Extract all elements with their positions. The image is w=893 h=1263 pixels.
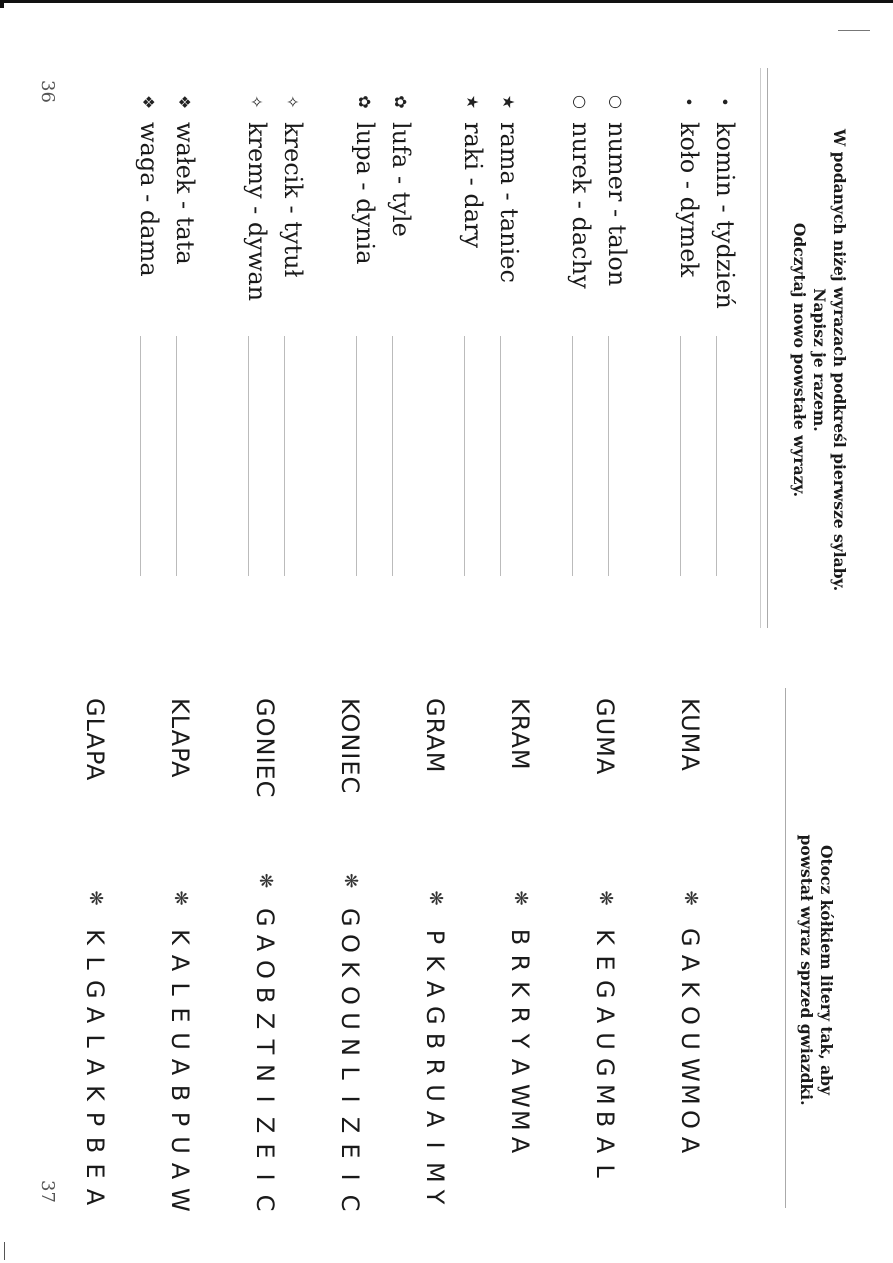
snowflake-star-icon: ❋ [340, 873, 361, 889]
letter[interactable]: A [676, 954, 705, 972]
divider-left-top [767, 68, 768, 628]
snowflake-star-icon: ❋ [85, 890, 106, 906]
letter-sequence [507, 928, 535, 1154]
instruction-line: Otocz kółkiem litery tak, aby [817, 845, 836, 1095]
word-pair: lupa - dynia [351, 122, 379, 265]
letter[interactable]: A [421, 1110, 450, 1128]
letter[interactable]: G [336, 908, 365, 927]
letter[interactable]: K [166, 929, 195, 945]
letter[interactable]: E [81, 1163, 110, 1179]
letter[interactable]: U [166, 1032, 195, 1050]
word-pair-row [383, 90, 419, 670]
bullet-diamond-icon: ❖ [139, 94, 159, 110]
letter-sequence [422, 928, 450, 1206]
letter[interactable]: I [251, 1095, 280, 1103]
letter[interactable]: A [421, 980, 450, 998]
answer-line[interactable] [249, 336, 250, 576]
letter[interactable]: G [81, 980, 110, 999]
answer-line[interactable] [141, 336, 142, 576]
letter-row [138, 692, 223, 1212]
letter[interactable]: K [676, 981, 705, 997]
word-pair: nurek - dachy [567, 122, 595, 289]
instruction-line: Odczytaj nowo powstałe wyrazy. [790, 222, 809, 498]
answer-line[interactable] [285, 336, 286, 576]
page-number-right: 37 [37, 1180, 58, 1203]
word-pairs-list [131, 90, 743, 670]
instruction-line: W podanych niżej wyrazach podkreśl pierwsze sylaby. [830, 128, 849, 592]
letter[interactable]: E [336, 1143, 365, 1159]
letter-row [393, 692, 478, 1212]
letter[interactable]: A [676, 1136, 705, 1154]
letter[interactable]: K [421, 955, 450, 971]
word-pair: lufa - tyle [387, 122, 415, 237]
bullet-sparkle-icon: ✧ [283, 95, 303, 109]
letter[interactable]: G [591, 1058, 620, 1077]
bullet-sparkle-icon: ✧ [247, 95, 267, 109]
word-pair-row [167, 90, 203, 670]
word-pair: kremy - dywan [243, 122, 271, 302]
letter[interactable]: R [506, 954, 535, 972]
letter[interactable]: L [591, 1164, 620, 1178]
letter[interactable]: C [251, 1194, 280, 1212]
word-pair-row [491, 90, 527, 670]
letter[interactable]: B [166, 1084, 195, 1102]
letter-sequence [592, 928, 620, 1180]
letter[interactable]: K [506, 981, 535, 997]
letter[interactable]: M [506, 1110, 535, 1131]
bullet-flower-icon: ✿ [355, 95, 375, 109]
target-word: KLAPA [166, 698, 195, 779]
letter[interactable]: O [336, 934, 365, 953]
letter-sequence [337, 908, 365, 1212]
letter[interactable]: M [676, 1084, 705, 1105]
letter[interactable]: K [591, 929, 620, 945]
right-instructions [796, 740, 836, 1200]
letter[interactable]: A [506, 1058, 535, 1076]
letter[interactable]: E [166, 1007, 195, 1023]
letter[interactable]: I [336, 1173, 365, 1181]
letter[interactable]: R [506, 1006, 535, 1024]
letter[interactable]: P [166, 1111, 195, 1127]
letter-row [478, 692, 563, 1212]
snowflake-star-icon: ❋ [510, 890, 531, 906]
word-pair: numer - talon [603, 122, 631, 287]
answer-line[interactable] [609, 336, 610, 576]
letter[interactable]: Z [251, 1012, 280, 1030]
bullet-star-icon: ★ [463, 94, 483, 110]
word-pair-row [671, 90, 707, 670]
letter[interactable]: A [81, 1188, 110, 1206]
letter[interactable]: K [81, 929, 110, 945]
letter[interactable]: E [251, 1143, 280, 1159]
letter[interactable]: R [421, 1058, 450, 1076]
target-word: GRAM [421, 698, 450, 774]
word-pair-row [239, 90, 275, 670]
word-pair: krecik - tytuł [279, 122, 307, 278]
snowflake-star-icon: ❋ [170, 890, 191, 906]
letter[interactable]: W [506, 1084, 535, 1108]
letter-sequence [677, 928, 705, 1154]
word-pair-row [563, 90, 599, 670]
target-word: KUMA [676, 698, 705, 772]
letter[interactable]: L [166, 982, 195, 996]
letter[interactable]: Z [336, 1116, 365, 1134]
letter[interactable]: B [591, 1110, 620, 1128]
bullet-flower-icon: ✿ [391, 95, 411, 109]
word-pair: waga - dama [135, 122, 163, 277]
letter-row [648, 692, 733, 1212]
letter[interactable]: C [336, 1194, 365, 1212]
letter[interactable]: N [336, 1038, 365, 1056]
letter[interactable]: A [591, 1136, 620, 1154]
bullet-circle-icon: ○ [607, 95, 627, 109]
answer-line[interactable] [681, 336, 682, 576]
answer-line[interactable] [393, 336, 394, 576]
bullet-diamond-icon: ❖ [175, 94, 195, 110]
letter[interactable]: B [81, 1136, 110, 1154]
word-pair-row [455, 90, 491, 670]
letter-rows-list [53, 692, 733, 1212]
answer-line[interactable] [501, 336, 502, 576]
letter[interactable]: A [506, 1136, 535, 1154]
letter[interactable]: B [251, 986, 280, 1004]
answer-line[interactable] [717, 336, 718, 576]
letter[interactable]: K [81, 1085, 110, 1101]
target-word: GONIEC [251, 698, 280, 799]
letter-row [223, 692, 308, 1212]
instruction-line: powstał wyraz sprzed gwiazdki. [797, 834, 816, 1106]
target-word: KONIEC [336, 698, 365, 795]
letter[interactable]: I [251, 1173, 280, 1181]
letter[interactable]: A [166, 954, 195, 972]
letter[interactable]: B [506, 928, 535, 946]
letter[interactable]: N [251, 1064, 280, 1082]
bullet-dot-icon: • [679, 97, 699, 107]
word-pair: rama - taniec [495, 122, 523, 283]
letter[interactable]: U [591, 1032, 620, 1050]
letter[interactable]: A [591, 1006, 620, 1024]
letter[interactable]: A [81, 1058, 110, 1076]
letter[interactable]: U [166, 1136, 195, 1154]
snowflake-star-icon: ❋ [595, 890, 616, 906]
letter[interactable]: L [336, 1066, 365, 1080]
letter[interactable]: G [251, 908, 280, 927]
answer-line[interactable] [465, 336, 466, 576]
letter[interactable]: U [676, 1032, 705, 1050]
letter[interactable]: L [81, 956, 110, 970]
letter[interactable]: M [591, 1084, 620, 1105]
word-pair: raki - dary [459, 122, 487, 249]
bullet-circle-icon: ○ [571, 95, 591, 109]
left-instructions [789, 90, 849, 630]
letter-sequence [166, 928, 195, 1212]
letter[interactable]: Y [506, 1033, 535, 1049]
letter-sequence [82, 928, 110, 1206]
answer-line[interactable] [177, 336, 178, 576]
snowflake-star-icon: ❋ [680, 890, 701, 906]
letter[interactable]: P [81, 1111, 110, 1127]
target-word: GLAPA [81, 698, 110, 782]
word-pair-row [707, 90, 743, 670]
word-pair-row [599, 90, 635, 670]
instruction-line: Napisz je razem. [810, 288, 829, 432]
word-pair: koło - dymek [675, 122, 703, 278]
letter[interactable]: I [336, 1095, 365, 1103]
letter[interactable]: B [421, 1032, 450, 1050]
word-pair-row [347, 90, 383, 670]
letter-row [308, 692, 393, 1212]
letter[interactable]: I [421, 1141, 450, 1149]
letter[interactable]: M [421, 1162, 450, 1183]
letter-row [53, 692, 138, 1212]
letter[interactable]: W [676, 1058, 705, 1082]
letter[interactable]: A [166, 1162, 195, 1180]
letter[interactable]: T [251, 1039, 280, 1055]
target-word: KRAM [506, 698, 535, 771]
snowflake-star-icon: ❋ [255, 873, 276, 889]
answer-line[interactable] [573, 336, 574, 576]
letter[interactable]: U [336, 1012, 365, 1030]
bullet-dot-icon: • [715, 97, 735, 107]
word-pair: wałek - tata [171, 122, 199, 265]
letter[interactable]: K [336, 961, 365, 977]
answer-line[interactable] [357, 336, 358, 576]
letter-row [563, 692, 648, 1212]
page-number-left: 36 [37, 80, 58, 103]
letter[interactable]: G [676, 928, 705, 947]
word-pair: komin - tydzień [711, 122, 739, 309]
letter[interactable]: G [591, 980, 620, 999]
divider-left-top-thin [760, 68, 761, 628]
target-word: GUMA [591, 698, 620, 776]
letter[interactable]: O [676, 1110, 705, 1129]
letter[interactable]: W [166, 1188, 195, 1212]
letter[interactable]: E [591, 955, 620, 971]
letter[interactable]: O [336, 986, 365, 1005]
snowflake-star-icon: ❋ [425, 890, 446, 906]
letter[interactable]: A [166, 1058, 195, 1076]
divider-right-top [785, 688, 786, 1208]
letter[interactable]: A [251, 934, 280, 952]
letter[interactable]: Y [421, 1189, 450, 1205]
letter[interactable]: O [676, 1006, 705, 1025]
bullet-star-icon: ★ [499, 94, 519, 110]
letter[interactable]: L [81, 1034, 110, 1048]
word-pair-row [131, 90, 167, 670]
letter[interactable]: U [421, 1084, 450, 1102]
letter[interactable]: A [81, 1006, 110, 1024]
letter[interactable]: Z [251, 1116, 280, 1134]
letter[interactable]: O [251, 960, 280, 979]
letter[interactable]: G [421, 1006, 450, 1025]
letter-sequence [252, 908, 280, 1212]
word-pair-row [275, 90, 311, 670]
letter[interactable]: P [421, 929, 450, 945]
